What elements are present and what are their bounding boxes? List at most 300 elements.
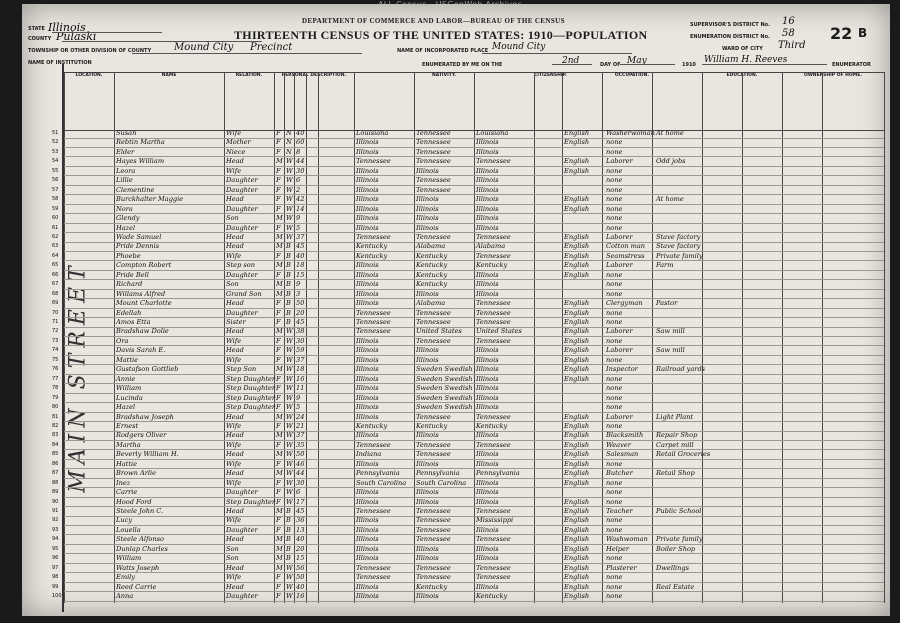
cell-sex: M [276,365,283,374]
cell-fbp: Tennessee [416,138,451,147]
cell-rel: Wife [226,336,242,345]
cell-ind [656,384,704,393]
cell-no: 94 [52,536,59,543]
cell-fbp: Illinois [416,166,439,175]
table-row [52,516,884,526]
cell-sex: M [276,327,283,336]
cell-fbp: Illinois [416,488,439,497]
cell-mbp: Illinois [476,384,499,393]
cell-race: W [286,393,293,402]
cell-fbp: Illinois [416,195,439,204]
table-row [52,185,884,196]
cell-no: 79 [52,394,59,401]
cell-sex: M [276,507,283,515]
day-of-label: DAY OF [600,62,621,68]
cell-race: B [286,525,291,534]
cell-ind [656,394,704,403]
cell-bp: Illinois [356,403,379,412]
cell-fbp: Tennessee [416,147,451,156]
cell-age: 44 [296,157,305,166]
cell-bp: Illinois [356,299,379,308]
cell-sex: F [276,147,281,156]
cell-fbp: Tennessee [416,450,451,459]
cell-mbp: Tennessee [476,507,511,515]
census-title: THIRTEENTH CENSUS OF THE UNITED STATES: 1910—POPULATION [234,28,648,42]
cell-lang: English [564,336,590,345]
cell-rel: Son [226,544,239,553]
cell-occ: Washwoman [606,535,648,544]
cell-name: Compton Robert [116,261,172,270]
cell-mbp: Illinois [476,280,499,289]
cell-no: 58 [52,196,59,203]
cell-name: William [116,554,142,563]
cell-bp: Illinois [356,185,379,194]
cell-name: Steele John C. [116,507,164,515]
cell-mbp: Mississippi [476,516,514,525]
cell-ind [656,403,704,412]
cell-race: W [286,223,293,232]
cell-age: 50 [296,573,305,582]
cell-bp: Illinois [356,138,379,147]
cell-race: W [286,374,293,383]
cell-occ: Plasterer [606,563,637,572]
cell-rel: Head [226,563,244,572]
cell-race: W [286,204,293,213]
table-row [52,507,884,517]
cell-mbp: Tennessee [476,336,511,345]
cell-sex: M [276,469,283,478]
cell-race: B [286,535,291,544]
cell-rel: Head [226,232,244,241]
table-row [52,431,884,441]
cell-rel: Sister [226,318,246,326]
cell-name: Davis Sarah E. [116,346,166,355]
cell-rel: Niece [226,147,246,156]
cell-rel: Mother [226,138,251,147]
table-row [52,403,884,413]
cell-bp: Tennessee [356,157,391,166]
cell-bp: Illinois [356,393,379,402]
cell-occ: Teacher [606,507,633,515]
cell-race: B [286,299,291,308]
cell-name: Hattie [116,459,137,468]
cell-name: Ora [116,336,129,345]
cell-occ: Salesman [606,450,639,459]
cell-sex: F [276,166,281,175]
cell-occ: none [606,393,623,402]
cell-race: W [286,355,293,364]
table-row [52,346,884,356]
cell-rel: Wife [226,166,242,175]
cell-race: W [286,421,293,430]
cell-sex: F [276,223,281,232]
cell-sex: F [276,251,281,260]
cell-lang: English [564,431,590,440]
enumerated-day: 2nd [562,56,580,66]
cell-rel: Daughter [226,488,258,497]
cell-fbp: Illinois [416,223,439,232]
cell-occ: none [606,374,623,383]
cell-lang: English [564,459,590,468]
cell-mbp: Alabama [476,242,506,251]
cell-race: W [286,459,293,468]
cell-bp: Illinois [356,431,379,440]
year-label: 1910 [682,62,696,68]
cell-age: 15 [296,554,305,563]
cell-race: W [286,327,293,336]
cell-fbp: United States [416,327,462,336]
cell-lang: English [564,270,590,279]
cell-no: 71 [52,319,59,325]
cell-rel: Step Daughter [226,393,276,402]
cell-age: 18 [296,365,305,374]
cell-age: 9 [296,280,301,289]
cell-race: B [286,507,291,515]
cell-mbp: Tennessee [476,535,511,544]
cell-mbp: Illinois [476,431,499,440]
enumerated-month: May [627,56,647,66]
table-row [52,176,884,186]
cell-bp: Illinois [356,223,379,232]
cell-no: 55 [52,167,59,174]
cell-fbp: Tennessee [416,308,451,317]
cell-sex: F [276,308,281,317]
cell-lang: English [564,544,590,553]
cell-name: Lucinda [116,393,143,402]
cell-name: Leora [116,166,136,175]
cell-rel: Wife [226,516,242,525]
cell-age: 60 [296,138,305,147]
table-row [52,270,884,281]
cell-name: Hazel [116,223,136,232]
cell-no: 68 [52,290,59,297]
cell-occ: none [606,289,623,298]
cell-fbp: Kentucky [416,421,448,430]
cell-mbp: Illinois [476,223,499,232]
cell-fbp: Kentucky [416,280,448,289]
cell-bp: Illinois [356,336,379,345]
cell-mbp: Illinois [476,195,499,204]
cell-no: 83 [52,432,59,439]
cell-no: 77 [52,375,59,382]
cell-no: 75 [52,356,59,363]
enumeration-value: 58 [782,28,795,39]
cell-age: 40 [296,251,305,260]
cell-lang: English [564,251,590,260]
cell-mbp: Illinois [476,289,499,298]
cell-rel: Wife [226,251,242,260]
cell-lang: English [564,525,590,534]
cell-mbp: Illinois [476,166,499,175]
cell-age: 30 [296,166,305,175]
cell-bp: Tennessee [356,318,391,326]
cell-sex: F [276,516,281,525]
cell-age: 38 [296,327,305,336]
cell-ind: Pastor [656,299,678,308]
cell-ind: Repair Shop [656,431,698,440]
cell-occ: Laborer [606,232,633,241]
cell-race: W [286,346,293,355]
cell-occ: none [606,166,623,175]
cell-sex: F [276,204,281,213]
table-row [52,573,884,583]
cell-bp: Illinois [356,488,379,497]
col-citizenship: CITIZENSHIP. [534,72,563,131]
cell-race: B [286,251,291,260]
cell-age: 6 [296,176,301,185]
enumerated-label: ENUMERATED BY ME ON THE [422,62,503,68]
cell-rel: Head [226,299,244,308]
cell-mbp: Kentucky [476,592,508,601]
enumeration-label: ENUMERATION DISTRICT No. [690,34,770,40]
cell-lang: English [564,129,590,137]
cell-no: 72 [52,328,59,335]
cell-rel: Grand Son [226,289,262,298]
cell-occ: none [606,138,623,147]
cell-no: 84 [52,441,59,448]
cell-mbp: Tennessee [476,563,511,572]
cell-age: 59 [296,346,305,355]
cell-rel: Son [226,280,239,289]
cell-rel: Daughter [226,204,258,213]
cell-race: B [286,280,291,289]
table-row [52,166,884,177]
cell-lang: English [564,478,590,487]
cell-bp: Indiana [356,450,382,459]
cell-mbp: Kentucky [476,261,508,270]
cell-occ: Laborer [606,327,633,336]
cell-occ: none [606,204,623,213]
cell-no: 80 [52,404,59,411]
table-row [52,336,884,347]
cell-occ: Blacksmith [606,431,644,440]
cell-lang: English [564,554,590,563]
cell-sex: M [276,289,283,298]
cell-ind [656,148,704,157]
cell-sex: M [276,535,283,544]
cell-mbp: Illinois [476,270,499,279]
cell-sex: F [276,129,281,137]
cell-mbp: Illinois [476,459,499,468]
table-row [52,195,884,205]
cell-lang [564,488,604,497]
cell-rel: Head [226,431,244,440]
cell-ind [656,138,704,147]
cell-ind: Farm [656,261,674,270]
cell-mbp: Tennessee [476,251,511,260]
cell-bp: Illinois [356,412,379,421]
cell-race: W [286,195,293,204]
cell-ind: Public School [656,507,702,515]
cell-age: 9 [296,393,301,402]
cell-lang: English [564,299,590,308]
sheet-number: 22 [830,24,853,43]
cell-rel: Step Daughter [226,497,276,506]
cell-race: W [286,166,293,175]
cell-occ: none [606,478,623,487]
cell-rel: Step son [226,261,255,270]
table-row [52,129,884,139]
cell-sex: F [276,393,281,402]
cell-mbp: Illinois [476,176,499,185]
cell-bp: Illinois [356,355,379,364]
cell-name: Inez [116,478,131,487]
cell-age: 44 [296,469,305,478]
cell-race: W [286,336,293,345]
cell-sex: M [276,412,283,421]
cell-occ: none [606,582,623,591]
cell-no: 64 [52,252,59,259]
cell-bp: Illinois [356,384,379,393]
cell-name: Carrie [116,488,138,497]
cell-lang: English [564,516,590,525]
cell-lang: English [564,421,590,430]
cell-age: 40 [296,535,305,544]
cell-no: 52 [52,139,59,146]
cell-ind [656,375,704,384]
cell-occ: Washerwoman [606,129,655,137]
cell-lang: English [564,166,590,175]
census-table [52,129,884,603]
cell-no: 81 [52,413,59,420]
cell-race: W [286,232,293,241]
cell-name: Anna [116,592,134,601]
cell-occ: none [606,421,623,430]
cell-bp: Illinois [356,195,379,204]
cell-ind: Saw mill [656,327,685,336]
cell-no: 92 [52,517,59,524]
cell-ind [656,554,704,563]
cell-rel: Son [226,554,239,563]
cell-occ: none [606,147,623,156]
cell-age: 37 [296,232,305,241]
ward-label: WARD OF CITY [722,46,763,52]
cell-lang [564,186,604,195]
cell-ind [656,488,704,497]
table-row [52,365,884,375]
cell-occ: Laborer [606,346,633,355]
table-row [52,327,884,337]
cell-age: 36 [296,516,305,525]
cell-no: 61 [52,224,59,231]
table-row [52,563,884,574]
cell-lang: English [564,573,590,582]
cell-rel: Daughter [226,185,258,194]
cell-lang: English [564,327,590,336]
cell-occ: none [606,270,623,279]
cell-occ: Laborer [606,261,633,270]
cell-age: 8 [296,147,301,156]
cell-bp: Illinois [356,459,379,468]
cell-occ: none [606,403,623,412]
cell-age: 24 [296,412,305,421]
cell-ind: Private family [656,535,703,544]
cell-fbp: Tennessee [416,563,451,572]
cell-bp: Tennessee [356,573,391,582]
cell-rel: Wife [226,573,242,582]
table-row [52,280,884,290]
cell-mbp: Illinois [476,374,499,383]
state-label: STATE [28,26,45,32]
cell-bp: Illinois [356,525,379,534]
institution-label: NAME OF INSTITUTION [28,60,92,66]
cell-ind [656,167,704,176]
cell-occ: none [606,318,623,326]
department-heading: DEPARTMENT OF COMMERCE AND LABOR—BUREAU OF THE CENSUS [302,17,565,25]
cell-race: W [286,214,293,223]
cell-bp: Kentucky [356,242,388,251]
cell-bp: Tennessee [356,440,391,449]
cell-name: Richard [116,280,143,289]
cell-ind [656,214,704,223]
cell-race: B [286,318,291,326]
township-value: Mound City [174,42,234,53]
cell-occ: none [606,384,623,393]
col-personal: PERSONAL DESCRIPTION. [274,72,355,131]
cell-age: 50 [296,299,305,308]
cell-name: Hood Ford [116,497,152,506]
table-row [52,214,884,224]
cell-no: 95 [52,545,59,552]
cell-sex: M [276,232,283,241]
cell-sex: F [276,488,281,497]
cell-rel: Step Daughter [226,403,276,412]
cell-mbp: Illinois [476,478,499,487]
cell-ind [656,290,704,299]
cell-race: W [286,563,293,572]
cell-bp: Illinois [356,176,379,185]
cell-race: W [286,582,293,591]
cell-no: 54 [52,158,59,165]
cell-race: W [286,403,293,412]
cell-race: W [286,488,293,497]
cell-ind: Saw mill [656,346,685,355]
cell-rel: Step Son [226,365,257,374]
cell-bp: Illinois [356,289,379,298]
cell-fbp: Tennessee [416,573,451,582]
cell-race: B [286,289,291,298]
cell-fbp: Illinois [416,544,439,553]
cell-age: 20 [296,308,305,317]
cell-lang: English [564,204,590,213]
cell-fbp: Tennessee [416,535,451,544]
cell-name: Amos Etta [116,318,151,326]
cell-sex: F [276,592,281,601]
cell-no: 85 [52,451,59,458]
cell-rel: Head [226,242,244,251]
cell-bp: Tennessee [356,563,391,572]
cell-ind [656,309,704,318]
cell-rel: Wife [226,355,242,364]
cell-rel: Wife [226,421,242,430]
cell-ind [656,573,704,582]
cell-race: W [286,592,293,601]
cell-mbp: Pennsylvania [476,469,520,478]
cell-rel: Head [226,412,244,421]
cell-age: 16 [296,374,305,383]
cell-fbp: Illinois [416,346,439,355]
cell-sex: M [276,544,283,553]
cell-occ: none [606,525,623,534]
cell-rel: Wife [226,440,242,449]
cell-ind: Railroad yards [656,365,706,374]
cell-fbp: Kentucky [416,261,448,270]
cell-mbp: Illinois [476,185,499,194]
cell-ind [656,460,704,469]
cell-fbp: Tennessee [416,440,451,449]
cell-mbp: Illinois [476,355,499,364]
cell-no: 87 [52,470,59,477]
